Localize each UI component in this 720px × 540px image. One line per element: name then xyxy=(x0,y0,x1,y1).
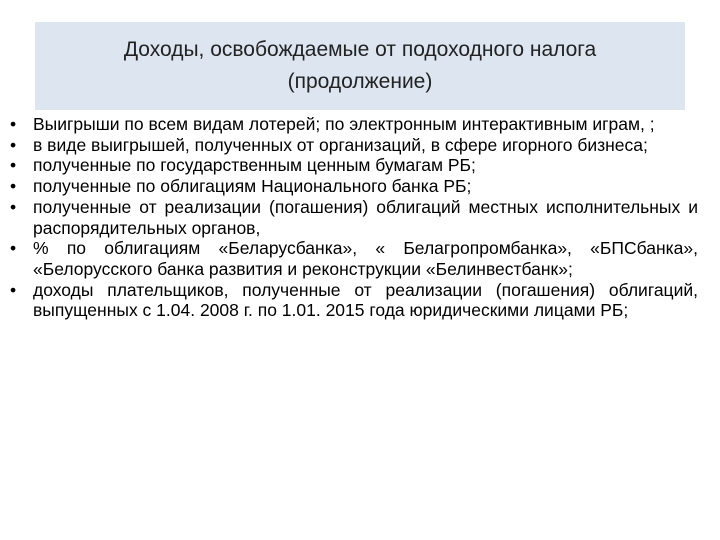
bullet-item-local-authority-bonds xyxy=(10,197,698,238)
bullet-item-corporate-bond-income xyxy=(10,280,698,321)
bullet-text: % по облигациям «Беларусбанка», « Белагропромбанка», «БПСбанка», «Белорусского банка развития и реконструкции «Белинвестбанк»; xyxy=(33,238,698,279)
slide-title-line-1: Доходы, освобождаемые от подоходного налога xyxy=(123,38,597,61)
bullet-icon: • xyxy=(10,155,17,176)
bullet-item-lottery-winnings xyxy=(10,114,698,135)
bullet-icon: • xyxy=(10,196,17,217)
bullet-text: полученные от реализации (погашения) облигаций местных исполнительных и распорядительных органов, xyxy=(33,196,698,238)
bullet-icon: • xyxy=(10,114,17,134)
slide-title-line-2: (продолжение) xyxy=(287,70,433,93)
bullet-icon: • xyxy=(10,134,17,155)
bullet-list xyxy=(10,114,698,321)
bullet-item-bank-bond-interest xyxy=(10,238,698,279)
bullet-text: полученные по государственным ценным бумагам РБ; xyxy=(33,155,476,176)
bullet-item-government-securities xyxy=(10,155,698,176)
bullet-item-gambling-winnings xyxy=(10,135,698,156)
bullet-icon: • xyxy=(10,279,17,300)
bullet-icon: • xyxy=(10,176,17,197)
bullet-text: Выигрыши по всем видам лотерей; по электронным интерактивным играм, ; xyxy=(33,114,655,134)
bullet-icon: • xyxy=(10,238,17,259)
bullet-item-national-bank-bonds xyxy=(10,176,698,197)
bullet-text: полученные по облигациям Национального банка РБ; xyxy=(33,176,472,197)
bullet-text: доходы плательщиков, полученные от реализации (погашения) облигаций, выпущенных с 1.04. 2008 г. по 1.01. 2015 года юридическими лицами РБ; xyxy=(33,279,698,321)
bullet-text: в виде выигрышей, полученных от организаций, в сфере игорного бизнеса; xyxy=(33,134,648,155)
slide-title-box xyxy=(35,22,685,110)
